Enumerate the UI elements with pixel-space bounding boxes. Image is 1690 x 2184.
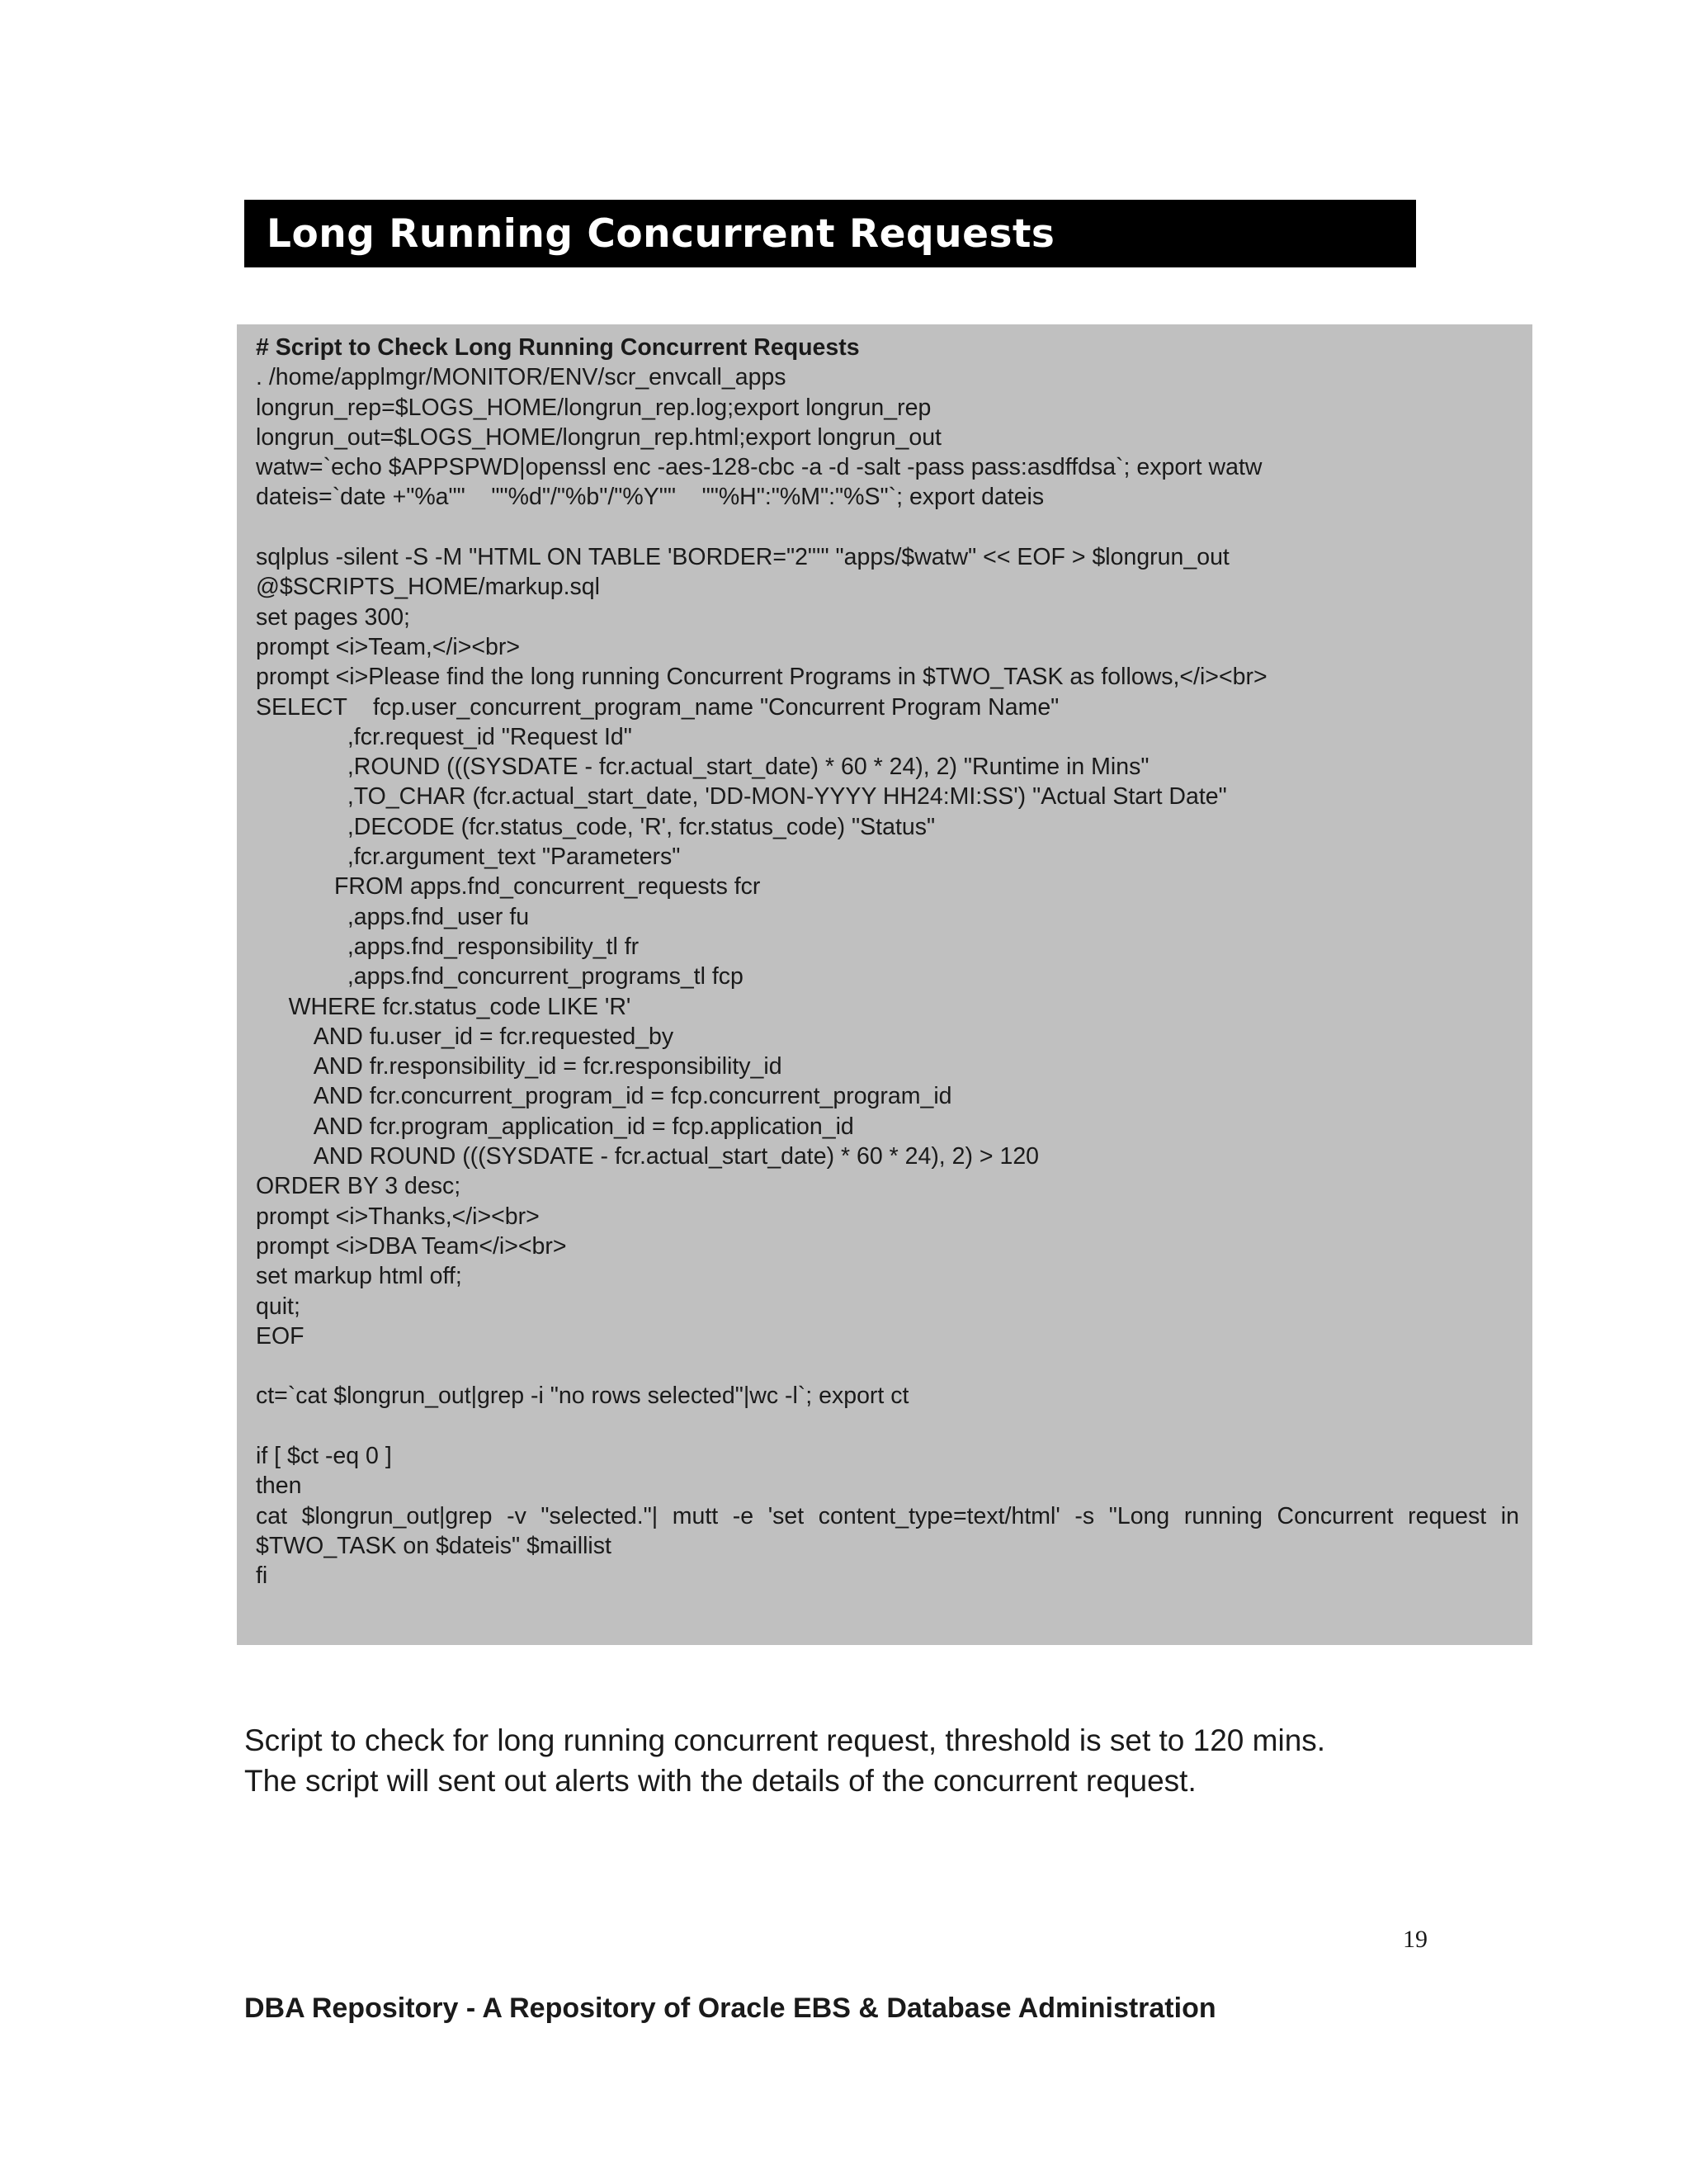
code-line: prompt <i>Please find the long running Concurrent Programs in $TWO_TASK as follows,</i><br>: [256, 664, 1268, 691]
caption-line-1: Script to check for long running concurrent request, threshold is set to 120 mins.: [244, 1723, 1326, 1757]
code-line: @$SCRIPTS_HOME/markup.sql: [256, 574, 600, 601]
code-line: fi: [256, 1562, 268, 1590]
code-line: watw=`echo $APPSPWD|openssl enc -aes-128-cbc -a -d -salt -pass pass:asdffdsa`; export watw: [256, 454, 1263, 481]
code-line: ,apps.fnd_responsibility_tl fr: [256, 933, 640, 960]
code-line: WHERE fcr.status_code LIKE 'R': [256, 993, 631, 1020]
code-line: ORDER BY 3 desc;: [256, 1173, 461, 1200]
code-line: sqlplus -silent -S -M "HTML ON TABLE 'BORDER="2"'" "apps/$watw" << EOF > $longrun_out: [256, 544, 1230, 571]
code-line: cat $longrun_out|grep -v "selected."| mutt -e 'set content_type=text/html' -s "Long running Concurrent request in: [256, 1502, 1519, 1529]
code-line: set pages 300;: [256, 603, 410, 631]
code-comment: # Script to Check Long Running Concurrent Requests: [256, 334, 860, 361]
code-line-blank: [256, 1411, 1519, 1441]
code-line: . /home/applmgr/MONITOR/ENV/scr_envcall_apps: [256, 364, 786, 391]
code-line: dateis=`date +"%a"" ""%d"/"%b"/"%Y"" ""%H":"%M":"%S"`; export dateis: [256, 484, 1045, 511]
caption-line-2: The script will sent out alerts with the details of the concurrent request.: [244, 1764, 1197, 1798]
code-line: SELECT fcp.user_concurrent_program_name "Concurrent Program Name": [256, 693, 1060, 721]
code-line: AND fcr.program_application_id = fcp.application_id: [256, 1113, 854, 1140]
code-line: quit;: [256, 1293, 300, 1320]
code-line: longrun_rep=$LOGS_HOME/longrun_rep.log;export longrun_rep: [256, 394, 932, 421]
code-line: prompt <i>Team,</i><br>: [256, 633, 521, 660]
code-line: ct=`cat $longrun_out|grep -i "no rows selected"|wc -l`; export ct: [256, 1383, 909, 1410]
code-line: prompt <i>DBA Team</i><br>: [256, 1232, 567, 1260]
code-line: AND ROUND (((SYSDATE - fcr.actual_start_date) * 60 * 24), 2) > 120: [256, 1143, 1040, 1170]
code-line: ,DECODE (fcr.status_code, 'R', fcr.status_code) "Status": [256, 813, 936, 840]
section-title-bar: [244, 200, 1416, 267]
page-number: 19: [1403, 1926, 1428, 1953]
code-line: FROM apps.fnd_concurrent_requests fcr: [256, 873, 761, 901]
code-line: ,ROUND (((SYSDATE - fcr.actual_start_date) * 60 * 24), 2) "Runtime in Mins": [256, 754, 1149, 781]
code-line: AND fr.responsibility_id = fcr.responsibility_id: [256, 1053, 782, 1080]
code-line: AND fcr.concurrent_program_id = fcp.concurrent_program_id: [256, 1083, 952, 1110]
code-line: longrun_out=$LOGS_HOME/longrun_rep.html;export longrun_out: [256, 423, 942, 451]
code-line: ,fcr.request_id "Request Id": [256, 723, 632, 750]
code-line: set markup html off;: [256, 1263, 462, 1290]
footer-title: DBA Repository - A Repository of Oracle EBS & Database Administration: [244, 1993, 1216, 2024]
code-line: ,fcr.argument_text "Parameters": [256, 844, 681, 871]
code-line: AND fu.user_id = fcr.requested_by: [256, 1023, 674, 1050]
code-line: prompt <i>Thanks,</i><br>: [256, 1203, 540, 1230]
code-line: ,apps.fnd_concurrent_programs_tl fcp: [256, 963, 744, 990]
code-line-blank: [256, 513, 1519, 542]
code-line: if [ $ct -eq 0 ]: [256, 1442, 392, 1469]
code-line: ,TO_CHAR (fcr.actual_start_date, 'DD-MON-YYYY HH24:MI:SS') "Actual Start Date": [256, 783, 1227, 811]
code-block: [237, 324, 1532, 1645]
code-line: then: [256, 1473, 302, 1500]
code-line-blank: [256, 1351, 1519, 1381]
code-line: $TWO_TASK on $dateis" $maillist: [256, 1532, 611, 1559]
code-line: ,apps.fnd_user fu: [256, 903, 530, 930]
code-line: EOF: [256, 1322, 304, 1350]
caption: [244, 1720, 1482, 1801]
section-title: Long Running Concurrent Requests: [267, 210, 1055, 257]
